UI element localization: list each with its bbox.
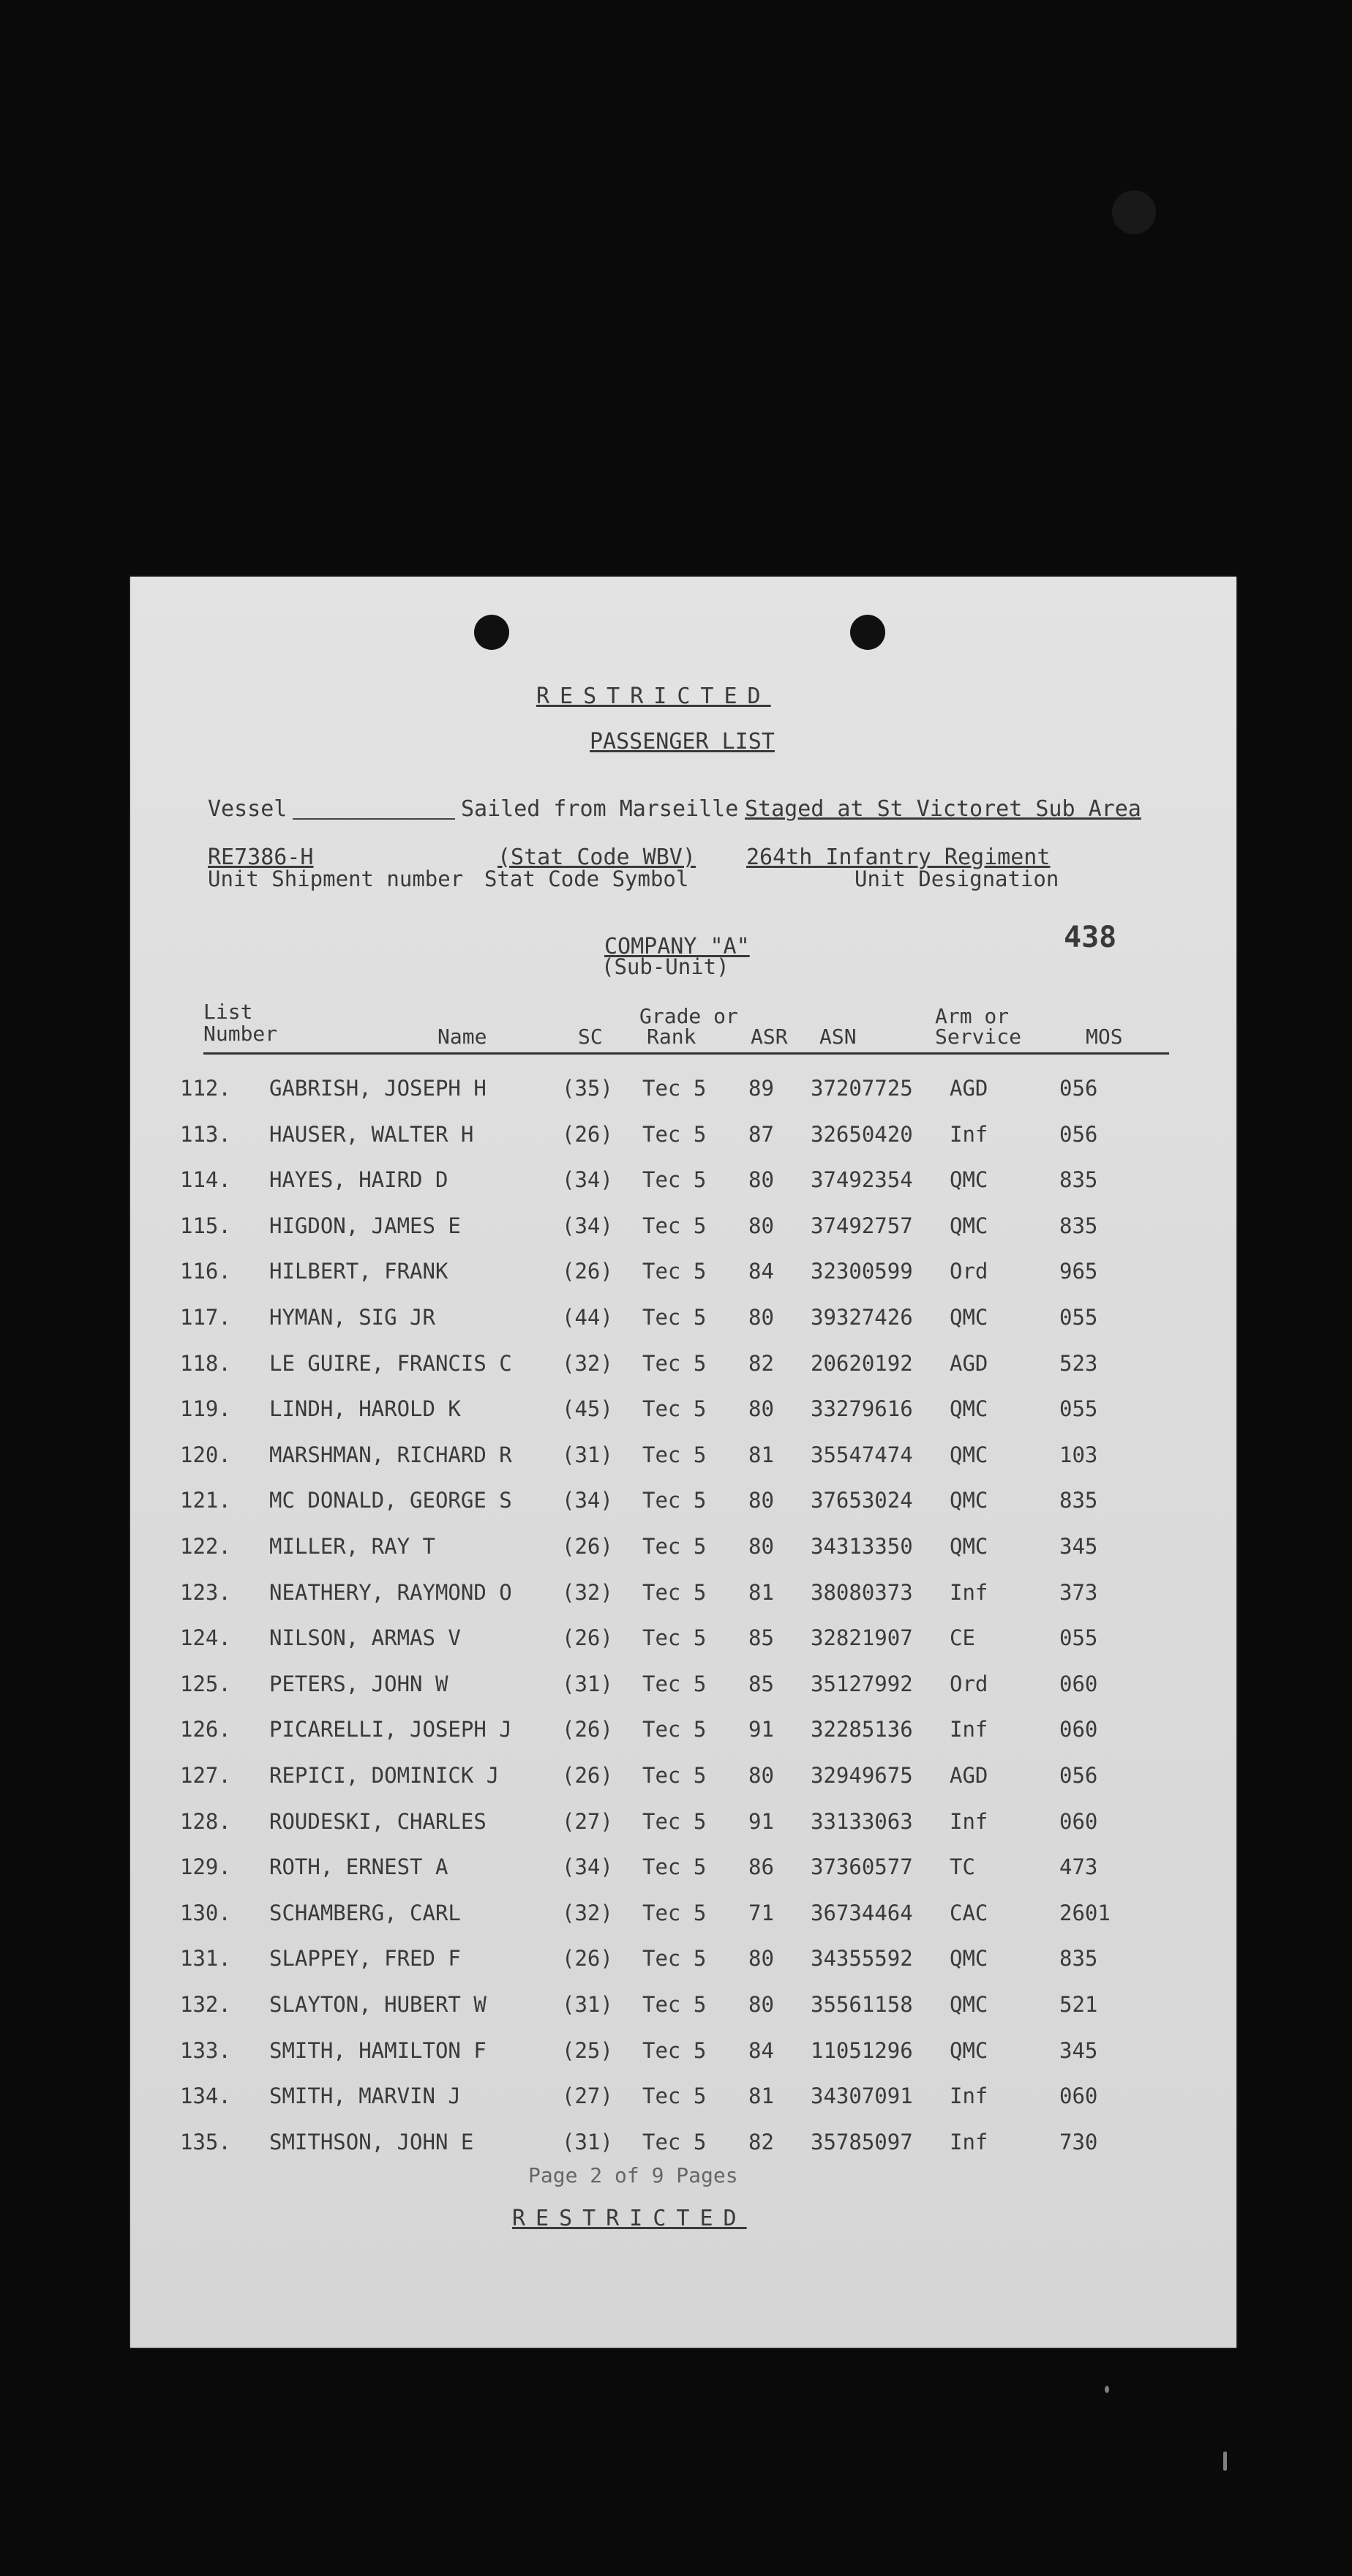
arm-service: Inf (950, 1809, 988, 1834)
list-number: 114. (180, 1167, 231, 1192)
passenger-name: SLAYTON, HUBERT W (269, 1992, 487, 2017)
mos-code: 060 (1059, 1809, 1098, 1834)
table-row (130, 1259, 1236, 1295)
mos-code: 521 (1059, 1992, 1098, 2017)
grade-rank: Tec 5 (642, 1396, 707, 1421)
list-number: 122. (180, 1534, 231, 1559)
asr-score: 80 (748, 1167, 774, 1192)
grade-rank: Tec 5 (642, 1351, 707, 1376)
sc-code: (44) (562, 1305, 613, 1330)
grade-rank: Tec 5 (642, 1076, 707, 1101)
list-number: 117. (180, 1305, 231, 1330)
header-rule (203, 1052, 1169, 1055)
col-grade-label: Grade or (639, 1004, 738, 1028)
unit-designation-label: Unit Designation (855, 866, 1059, 891)
table-row (130, 1946, 1236, 1982)
grade-rank: Tec 5 (642, 1992, 707, 2017)
col-number-label: Number (203, 1022, 278, 1046)
arm-service: Inf (950, 1122, 988, 1147)
table-row (130, 1305, 1236, 1341)
grade-rank: Tec 5 (642, 1763, 707, 1788)
sc-code: (26) (562, 1625, 613, 1650)
sc-code: (34) (562, 1854, 613, 1879)
film-speck (1112, 190, 1156, 234)
document-title: PASSENGER LIST (590, 729, 775, 755)
table-row (130, 1167, 1236, 1204)
sc-code: (31) (562, 1671, 613, 1696)
stat-code-label: Stat Code Symbol (484, 866, 689, 891)
asn-number: 32949675 (811, 1763, 913, 1788)
col-asr-label: ASR (751, 1025, 788, 1049)
asn-number: 11051296 (811, 2038, 913, 2063)
asr-score: 82 (748, 2130, 774, 2154)
passenger-name: GABRISH, JOSEPH H (269, 1076, 487, 1101)
list-number: 135. (180, 2130, 231, 2154)
list-number: 113. (180, 1122, 231, 1147)
arm-service: QMC (950, 1167, 988, 1192)
col-asn-label: ASN (819, 1025, 857, 1049)
asn-number: 32650420 (811, 1122, 913, 1147)
asr-score: 80 (748, 1534, 774, 1559)
arm-service: AGD (950, 1076, 988, 1101)
arm-service: Ord (950, 1671, 988, 1696)
asr-score: 80 (748, 1992, 774, 2017)
mos-code: 2601 (1059, 1901, 1111, 1925)
asn-number: 37360577 (811, 1854, 913, 1879)
page-stamp-number: 438 (1064, 921, 1117, 954)
sc-code: (32) (562, 1580, 613, 1605)
list-number: 133. (180, 2038, 231, 2063)
grade-rank: Tec 5 (642, 1122, 707, 1147)
asr-score: 84 (748, 2038, 774, 2063)
sc-code: (34) (562, 1488, 613, 1513)
grade-rank: Tec 5 (642, 1809, 707, 1834)
asr-score: 80 (748, 1946, 774, 1971)
asn-number: 37653024 (811, 1488, 913, 1513)
col-name-label: Name (437, 1025, 487, 1049)
mos-code: 835 (1059, 1213, 1098, 1238)
shipment-number: RE7386-H (208, 845, 314, 870)
stat-code: (Stat Code WBV) (497, 845, 696, 870)
grade-rank: Tec 5 (642, 1305, 707, 1330)
classification-footer: RESTRICTED (512, 2206, 747, 2231)
table-row (130, 2083, 1236, 2120)
table-row (130, 2130, 1236, 2166)
asr-score: 85 (748, 1625, 774, 1650)
passenger-name: SLAPPEY, FRED F (269, 1946, 461, 1971)
sc-code: (27) (562, 2083, 613, 2108)
passenger-name: PICARELLI, JOSEPH J (269, 1717, 512, 1742)
col-service-label: Service (935, 1025, 1022, 1049)
sc-code: (26) (562, 1763, 613, 1788)
grade-rank: Tec 5 (642, 1534, 707, 1559)
passenger-name: ROTH, ERNEST A (269, 1854, 448, 1879)
mos-code: 060 (1059, 1671, 1098, 1696)
passenger-name: HAYES, HAIRD D (269, 1167, 448, 1192)
mos-code: 473 (1059, 1854, 1098, 1879)
passenger-name: SMITHSON, JOHN E (269, 2130, 474, 2154)
arm-service: Inf (950, 2130, 988, 2154)
table-row (130, 1717, 1236, 1753)
asr-score: 85 (748, 1671, 774, 1696)
asn-number: 35547474 (811, 1442, 913, 1467)
table-row (130, 1351, 1236, 1388)
asn-number: 37492757 (811, 1213, 913, 1238)
passenger-name: HILBERT, FRANK (269, 1259, 448, 1284)
sc-code: (34) (562, 1167, 613, 1192)
grade-rank: Tec 5 (642, 2038, 707, 2063)
passenger-name: HIGDON, JAMES E (269, 1213, 461, 1238)
grade-rank: Tec 5 (642, 2083, 707, 2108)
arm-service: Inf (950, 1580, 988, 1605)
company: COMPANY "A" (604, 934, 750, 959)
mos-code: 056 (1059, 1763, 1098, 1788)
sc-code: (35) (562, 1076, 613, 1101)
asr-score: 89 (748, 1076, 774, 1101)
list-number: 120. (180, 1442, 231, 1467)
list-number: 132. (180, 1992, 231, 2017)
film-speck (1223, 2452, 1227, 2471)
passenger-name: MARSHMAN, RICHARD R (269, 1442, 512, 1467)
sc-code: (32) (562, 1351, 613, 1376)
sc-code: (31) (562, 2130, 613, 2154)
passenger-name: REPICI, DOMINICK J (269, 1763, 500, 1788)
arm-service: AGD (950, 1763, 988, 1788)
sc-code: (31) (562, 1442, 613, 1467)
grade-rank: Tec 5 (642, 1167, 707, 1192)
sc-code: (45) (562, 1396, 613, 1421)
vessel-blank-line (293, 818, 455, 820)
asr-score: 71 (748, 1901, 774, 1925)
table-row (130, 1122, 1236, 1158)
arm-service: QMC (950, 1396, 988, 1421)
list-number: 134. (180, 2083, 231, 2108)
grade-rank: Tec 5 (642, 1442, 707, 1467)
asn-number: 32300599 (811, 1259, 913, 1284)
table-row (130, 1625, 1236, 1662)
sc-code: (26) (562, 1259, 613, 1284)
arm-service: QMC (950, 1213, 988, 1238)
punch-hole (850, 615, 885, 650)
table-row (130, 1992, 1236, 2029)
arm-service: Inf (950, 1717, 988, 1742)
list-number: 129. (180, 1854, 231, 1879)
arm-service: TC (950, 1854, 975, 1879)
asn-number: 32821907 (811, 1625, 913, 1650)
asn-number: 34313350 (811, 1534, 913, 1559)
passenger-name: SMITH, HAMILTON F (269, 2038, 487, 2063)
asn-number: 34355592 (811, 1946, 913, 1971)
list-number: 118. (180, 1351, 231, 1376)
arm-service: QMC (950, 1946, 988, 1971)
asr-score: 80 (748, 1305, 774, 1330)
mos-code: 345 (1059, 2038, 1098, 2063)
sc-code: (31) (562, 1992, 613, 2017)
asr-score: 80 (748, 1213, 774, 1238)
mos-code: 965 (1059, 1259, 1098, 1284)
list-number: 128. (180, 1809, 231, 1834)
arm-service: QMC (950, 1992, 988, 2017)
arm-service: CE (950, 1625, 975, 1650)
asn-number: 33133063 (811, 1809, 913, 1834)
list-number: 123. (180, 1580, 231, 1605)
grade-rank: Tec 5 (642, 1488, 707, 1513)
table-row (130, 1763, 1236, 1800)
passenger-name: NEATHERY, RAYMOND O (269, 1580, 512, 1605)
passenger-name: MC DONALD, GEORGE S (269, 1488, 512, 1513)
asn-number: 32285136 (811, 1717, 913, 1742)
grade-rank: Tec 5 (642, 1717, 707, 1742)
grade-rank: Tec 5 (642, 1213, 707, 1238)
table-row (130, 1901, 1236, 1937)
list-number: 131. (180, 1946, 231, 1971)
sc-code: (34) (562, 1213, 613, 1238)
unit-designation: 264th Infantry Regiment (746, 845, 1051, 870)
mos-code: 835 (1059, 1488, 1098, 1513)
table-row (130, 1488, 1236, 1524)
asr-score: 82 (748, 1351, 774, 1376)
table-row (130, 2038, 1236, 2075)
sc-code: (26) (562, 1534, 613, 1559)
asr-score: 91 (748, 1809, 774, 1834)
list-number: 116. (180, 1259, 231, 1284)
mos-code: 345 (1059, 1534, 1098, 1559)
passenger-name: NILSON, ARMAS V (269, 1625, 461, 1650)
grade-rank: Tec 5 (642, 1901, 707, 1925)
mos-code: 523 (1059, 1351, 1098, 1376)
asr-score: 84 (748, 1259, 774, 1284)
asr-score: 81 (748, 1580, 774, 1605)
mos-code: 103 (1059, 1442, 1098, 1467)
asn-number: 35785097 (811, 2130, 913, 2154)
mos-code: 373 (1059, 1580, 1098, 1605)
col-list-label: List (203, 1000, 253, 1024)
passenger-name: LE GUIRE, FRANCIS C (269, 1351, 512, 1376)
list-number: 121. (180, 1488, 231, 1513)
mos-code: 056 (1059, 1076, 1098, 1101)
mos-code: 055 (1059, 1625, 1098, 1650)
list-number: 125. (180, 1671, 231, 1696)
asr-score: 81 (748, 2083, 774, 2108)
grade-rank: Tec 5 (642, 1854, 707, 1879)
arm-service: QMC (950, 1305, 988, 1330)
mos-code: 055 (1059, 1305, 1098, 1330)
passenger-name: ROUDESKI, CHARLES (269, 1809, 487, 1834)
grade-rank: Tec 5 (642, 1580, 707, 1605)
mos-code: 056 (1059, 1122, 1098, 1147)
arm-service: QMC (950, 2038, 988, 2063)
asn-number: 36734464 (811, 1901, 913, 1925)
sailed-from: Sailed from Marseille (461, 796, 739, 822)
arm-service: Ord (950, 1259, 988, 1284)
arm-service: CAC (950, 1901, 988, 1925)
table-row (130, 1534, 1236, 1570)
col-arm-label: Arm or (935, 1004, 1010, 1028)
grade-rank: Tec 5 (642, 2130, 707, 2154)
sc-code: (32) (562, 1901, 613, 1925)
asr-score: 86 (748, 1854, 774, 1879)
table-row (130, 1213, 1236, 1250)
table-row (130, 1442, 1236, 1479)
list-number: 115. (180, 1213, 231, 1238)
asn-number: 34307091 (811, 2083, 913, 2108)
table-row (130, 1671, 1236, 1708)
passenger-name: HYMAN, SIG JR (269, 1305, 435, 1330)
sc-code: (26) (562, 1717, 613, 1742)
passenger-list-page (130, 577, 1236, 2348)
vessel-label: Vessel (208, 796, 288, 822)
classification-header: RESTRICTED (536, 684, 771, 709)
table-row (130, 1854, 1236, 1891)
film-speck (1105, 2386, 1109, 2393)
passenger-name: SCHAMBERG, CARL (269, 1901, 461, 1925)
grade-rank: Tec 5 (642, 1259, 707, 1284)
passenger-name: PETERS, JOHN W (269, 1671, 448, 1696)
asn-number: 20620192 (811, 1351, 913, 1376)
asr-score: 87 (748, 1122, 774, 1147)
sc-code: (25) (562, 2038, 613, 2063)
asn-number: 35127992 (811, 1671, 913, 1696)
asr-score: 80 (748, 1763, 774, 1788)
arm-service: QMC (950, 1488, 988, 1513)
sc-code: (26) (562, 1946, 613, 1971)
passenger-name: HAUSER, WALTER H (269, 1122, 474, 1147)
mos-code: 060 (1059, 1717, 1098, 1742)
list-number: 124. (180, 1625, 231, 1650)
asn-number: 33279616 (811, 1396, 913, 1421)
sc-code: (27) (562, 1809, 613, 1834)
table-row (130, 1076, 1236, 1112)
mos-code: 060 (1059, 2083, 1098, 2108)
asr-score: 80 (748, 1488, 774, 1513)
punch-hole (474, 615, 509, 650)
list-number: 112. (180, 1076, 231, 1101)
list-number: 127. (180, 1763, 231, 1788)
shipment-number-label: Unit Shipment number (208, 866, 464, 891)
mos-code: 055 (1059, 1396, 1098, 1421)
asn-number: 39327426 (811, 1305, 913, 1330)
page-count: Page 2 of 9 Pages (528, 2163, 738, 2187)
asr-score: 80 (748, 1396, 774, 1421)
passenger-name: SMITH, MARVIN J (269, 2083, 461, 2108)
mos-code: 835 (1059, 1167, 1098, 1192)
arm-service: AGD (950, 1351, 988, 1376)
table-row (130, 1809, 1236, 1846)
asn-number: 37207725 (811, 1076, 913, 1101)
sub-unit-label: (Sub-Unit) (601, 954, 729, 979)
list-number: 126. (180, 1717, 231, 1742)
asr-score: 81 (748, 1442, 774, 1467)
mos-code: 730 (1059, 2130, 1098, 2154)
table-row (130, 1396, 1236, 1433)
grade-rank: Tec 5 (642, 1625, 707, 1650)
asr-score: 91 (748, 1717, 774, 1742)
passenger-name: LINDH, HAROLD K (269, 1396, 461, 1421)
list-number: 130. (180, 1901, 231, 1925)
staged-at: Staged at St Victoret Sub Area (745, 796, 1141, 822)
grade-rank: Tec 5 (642, 1946, 707, 1971)
asn-number: 37492354 (811, 1167, 913, 1192)
mos-code: 835 (1059, 1946, 1098, 1971)
col-sc-label: SC (578, 1025, 603, 1049)
arm-service: QMC (950, 1534, 988, 1559)
sc-code: (26) (562, 1122, 613, 1147)
arm-service: QMC (950, 1442, 988, 1467)
list-number: 119. (180, 1396, 231, 1421)
asn-number: 38080373 (811, 1580, 913, 1605)
passenger-name: MILLER, RAY T (269, 1534, 435, 1559)
col-mos-label: MOS (1086, 1025, 1123, 1049)
arm-service: Inf (950, 2083, 988, 2108)
asn-number: 35561158 (811, 1992, 913, 2017)
col-rank-label: Rank (647, 1025, 696, 1049)
table-row (130, 1580, 1236, 1617)
grade-rank: Tec 5 (642, 1671, 707, 1696)
